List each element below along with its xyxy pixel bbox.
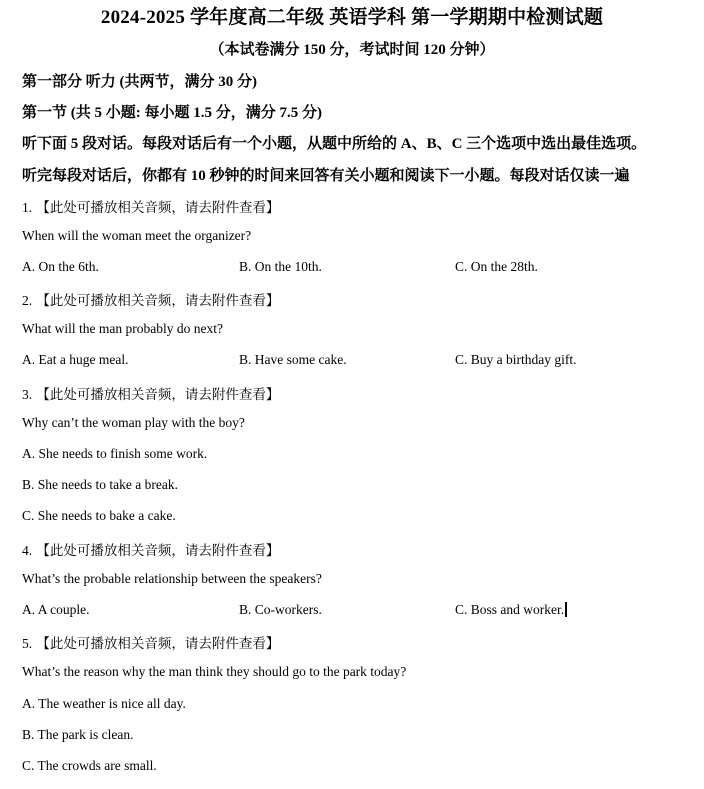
instructions-line-1: 听下面 5 段对话。每段对话后有一个小题，从题中所给的 A、B、C 三个选项中选出最佳选项。	[22, 136, 647, 152]
option-a: A. She needs to finish some work.	[22, 446, 208, 461]
option-a: A. On the 6th.	[22, 259, 99, 274]
question-number: 2.	[22, 293, 33, 308]
option-b: B. The park is clean.	[22, 727, 134, 742]
option-c-with-cursor[interactable]	[455, 602, 567, 618]
option-c: C. Boss and worker.	[455, 602, 565, 617]
question-audio-note[interactable]	[22, 632, 279, 652]
part-heading: 第一部分 听力 (共两节，满分 30 分)	[22, 74, 257, 90]
text-cursor	[565, 602, 567, 617]
question-text: What’s the reason why the man think they should go to the park today?	[22, 664, 407, 679]
question-text: What’s the probable relationship between the speakers?	[22, 571, 322, 586]
document-title: 2024-2025 学年度高二年级 英语学科 第一学期期中检测试题	[100, 7, 604, 28]
section-heading: 第一节 (共 5 小题: 每小题 1.5 分，满分 7.5 分)	[22, 105, 322, 121]
question-text: Why can’t the woman play with the boy?	[22, 415, 245, 430]
question-audio-note[interactable]	[22, 539, 279, 559]
question-audio-note[interactable]	[22, 383, 279, 403]
option-c: C. On the 28th.	[455, 259, 538, 274]
option-b: B. She needs to take a break.	[22, 477, 178, 492]
option-a: A. A couple.	[22, 602, 90, 617]
option-a: A. Eat a huge meal.	[22, 352, 129, 367]
question-number: 1.	[22, 200, 33, 215]
audio-link[interactable]: 【此处可播放相关音频，请去附件查看】	[36, 293, 280, 309]
question-audio-note[interactable]	[22, 289, 279, 309]
option-c: C. The crowds are small.	[22, 758, 157, 773]
option-a: A. The weather is nice all day.	[22, 696, 186, 711]
question-text: When will the woman meet the organizer?	[22, 228, 252, 243]
document-subtitle: （本试卷满分 150 分，考试时间 120 分钟）	[209, 42, 495, 58]
instructions-line-2: 听完每段对话后，你都有 10 秒钟的时间来回答有关小题和阅读下一小题。每段对话仅读一遍	[22, 168, 630, 184]
question-number: 4.	[22, 543, 33, 558]
question-number: 3.	[22, 387, 33, 402]
question-number: 5.	[22, 636, 33, 651]
option-b: B. Have some cake.	[239, 352, 347, 367]
option-b: B. On the 10th.	[239, 259, 322, 274]
option-c: C. Buy a birthday gift.	[455, 352, 577, 367]
audio-link[interactable]: 【此处可播放相关音频，请去附件查看】	[36, 200, 280, 216]
audio-link[interactable]: 【此处可播放相关音频，请去附件查看】	[36, 636, 280, 652]
question-audio-note[interactable]	[22, 196, 279, 216]
option-c: C. She needs to bake a cake.	[22, 508, 176, 523]
option-b: B. Co-workers.	[239, 602, 322, 617]
audio-link[interactable]: 【此处可播放相关音频，请去附件查看】	[36, 543, 280, 559]
question-text: What will the man probably do next?	[22, 321, 223, 336]
audio-link[interactable]: 【此处可播放相关音频，请去附件查看】	[36, 387, 280, 403]
